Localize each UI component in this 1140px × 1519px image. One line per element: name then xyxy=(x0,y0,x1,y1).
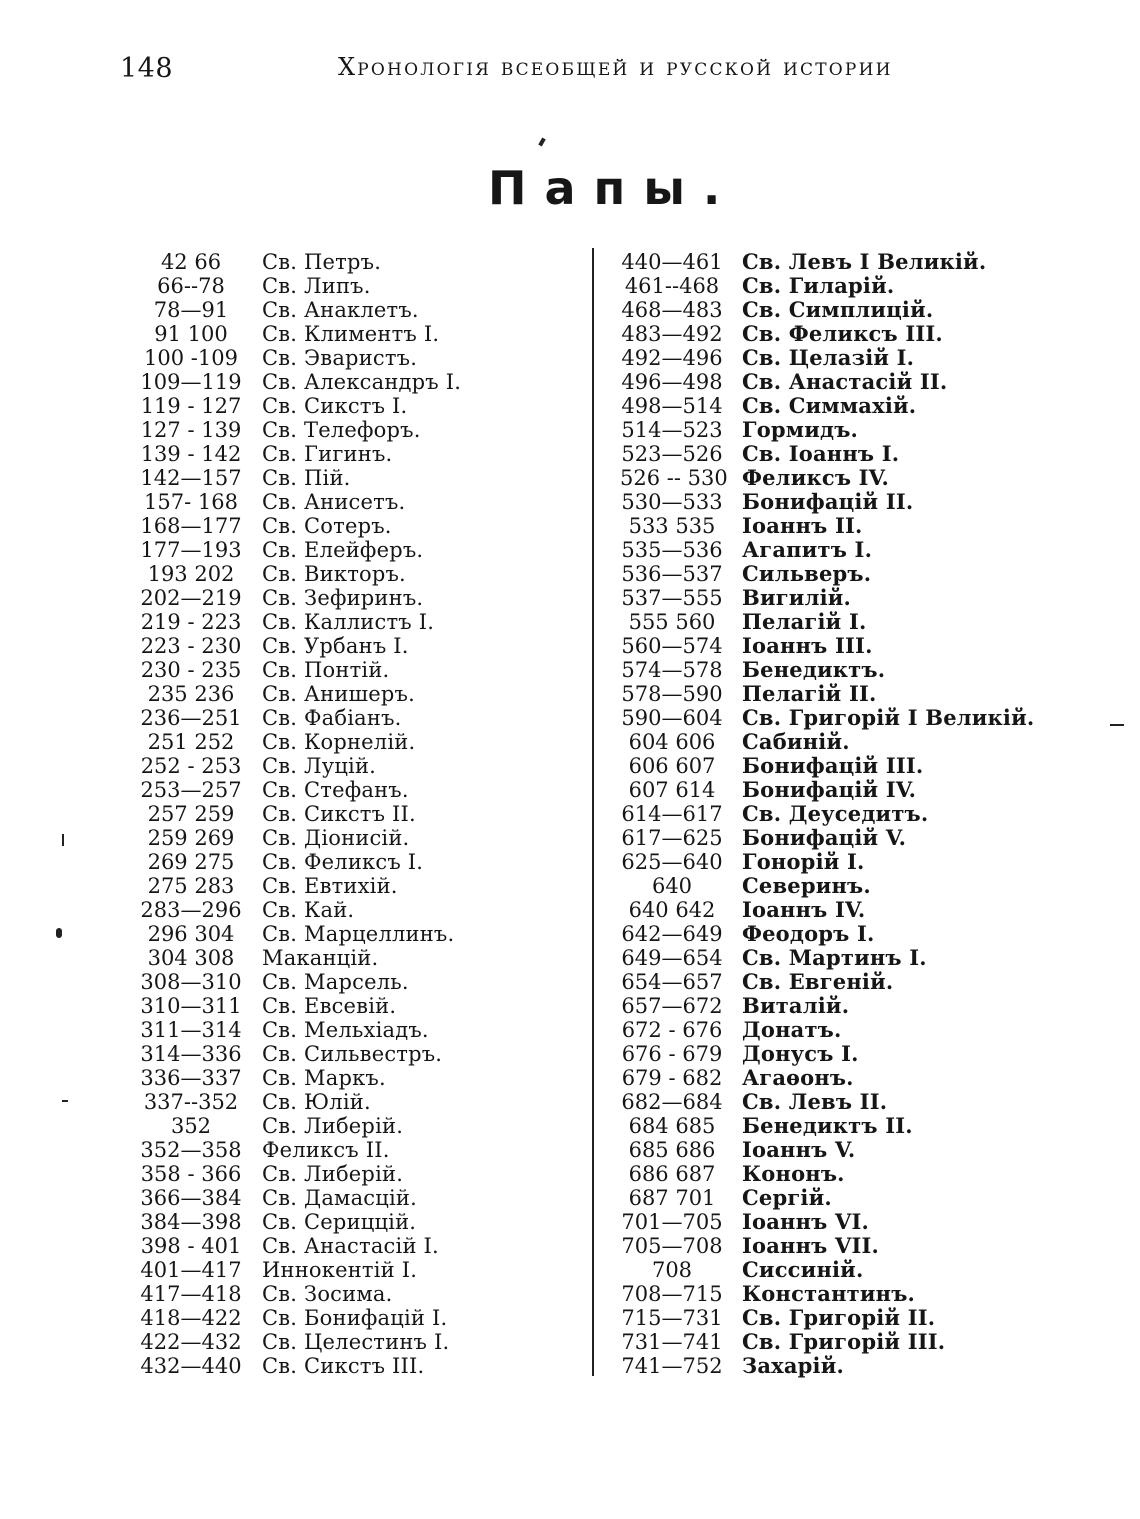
pope-entry xyxy=(620,634,1034,658)
pope-name: Бонифацій III. xyxy=(742,753,924,778)
pope-name: Св. Анастасій II. xyxy=(742,369,948,394)
reign-years: 109—119 xyxy=(140,370,242,394)
pope-name: Св. Луцій. xyxy=(262,754,377,778)
pope-entry xyxy=(138,1306,461,1330)
pope-name: Св. Марцеллинъ. xyxy=(262,922,455,946)
page-number: 148 xyxy=(120,53,174,84)
pope-entry xyxy=(620,322,1034,346)
pope-entry xyxy=(138,1042,461,1066)
reign-years: 269 275 xyxy=(147,850,235,874)
pope-entry xyxy=(138,898,461,922)
pope-name: Св. Елейферъ. xyxy=(262,538,424,562)
reign-years: 679 - 682 xyxy=(621,1066,723,1090)
pope-entry xyxy=(620,610,1034,634)
pope-name: Іоаннъ VII. xyxy=(742,1233,880,1258)
pope-name: Св. Гиларій. xyxy=(742,273,895,298)
pope-name: Св. Зефиринъ. xyxy=(262,586,424,610)
pope-name: Св. Стефанъ. xyxy=(262,778,409,802)
reign-years: 119 - 127 xyxy=(140,394,242,418)
pope-name: Пелагій II. xyxy=(742,681,877,706)
pope-entry xyxy=(138,1090,461,1114)
scan-speck xyxy=(56,928,62,938)
pope-name: Св. Целестинъ I. xyxy=(262,1330,450,1354)
pope-entry xyxy=(620,1162,1034,1186)
pope-name: Св. Деуседитъ. xyxy=(742,801,929,826)
reign-years: 253—257 xyxy=(140,778,242,802)
reign-years: 127 - 139 xyxy=(140,418,242,442)
running-title: Хронологія всеобщей и русской истории xyxy=(338,53,893,81)
pope-name: Св. Мельхіадъ. xyxy=(262,1018,429,1042)
pope-entry xyxy=(138,1018,461,1042)
pope-name: Св. Евсевій. xyxy=(262,994,397,1018)
pope-name: Св. Александръ I. xyxy=(262,370,462,394)
reign-years: 440—461 xyxy=(621,250,723,274)
reign-years: 614—617 xyxy=(621,802,723,826)
pope-name: Св. Феликсъ I. xyxy=(262,850,424,874)
reign-years: 417—418 xyxy=(140,1282,242,1306)
pope-entry xyxy=(620,970,1034,994)
pope-entry xyxy=(138,274,461,298)
reign-years: 310—311 xyxy=(140,994,242,1018)
reign-years: 496—498 xyxy=(621,370,723,394)
pope-entry xyxy=(620,1066,1034,1090)
pope-entry xyxy=(620,1282,1034,1306)
reign-years: 418—422 xyxy=(140,1306,242,1330)
pope-name: Маканцій. xyxy=(262,946,379,970)
pope-name: Агаѳонъ. xyxy=(742,1065,854,1090)
pope-entry xyxy=(138,1066,461,1090)
pope-entry xyxy=(138,322,461,346)
pope-name: Св. Анастасій I. xyxy=(262,1234,439,1258)
pope-entry xyxy=(138,490,461,514)
pope-name: Св. Телефоръ. xyxy=(262,418,421,442)
column-divider xyxy=(592,248,594,1376)
pope-name: Агапитъ I. xyxy=(742,537,873,562)
reign-years: 252 - 253 xyxy=(140,754,242,778)
reign-years: 604 606 xyxy=(628,730,716,754)
reign-years: 235 236 xyxy=(147,682,235,706)
pope-name: Северинъ. xyxy=(742,873,871,898)
reign-years: 672 - 676 xyxy=(621,1018,723,1042)
pope-entry xyxy=(138,1354,461,1378)
pope-name: Св. Симмахій. xyxy=(742,393,917,418)
pope-entry xyxy=(620,490,1034,514)
pope-entry xyxy=(138,706,461,730)
reign-years: 657—672 xyxy=(621,994,723,1018)
pope-entry xyxy=(620,946,1034,970)
pope-entry xyxy=(620,1186,1034,1210)
pope-name: Сабиній. xyxy=(742,729,850,754)
pope-name: Вигилій. xyxy=(742,585,852,610)
pope-entry xyxy=(620,802,1034,826)
pope-name: Св. Викторъ. xyxy=(262,562,406,586)
reign-years: 708—715 xyxy=(621,1282,723,1306)
pope-name: Св. Пій. xyxy=(262,466,351,490)
reign-years: 560—574 xyxy=(621,634,723,658)
pope-name: Сергій. xyxy=(742,1185,832,1210)
pope-name: Бонифацій II. xyxy=(742,489,914,514)
pope-entry xyxy=(138,1282,461,1306)
reign-years: 642—649 xyxy=(621,922,723,946)
reign-years: 223 - 230 xyxy=(140,634,242,658)
pope-name: Іоаннъ V. xyxy=(742,1137,856,1162)
reign-years: 590—604 xyxy=(621,706,723,730)
pope-entry xyxy=(620,1018,1034,1042)
reign-years: 574—578 xyxy=(621,658,723,682)
reign-years: 701—705 xyxy=(621,1210,723,1234)
pope-entry xyxy=(138,1162,461,1186)
pope-name: Св. Фабіанъ. xyxy=(262,706,402,730)
reign-years: 523—526 xyxy=(621,442,723,466)
pope-name: Св. Симплицій. xyxy=(742,297,934,322)
pope-entry xyxy=(620,658,1034,682)
reign-years: 625—640 xyxy=(621,850,723,874)
pope-entry xyxy=(138,1114,461,1138)
reign-years: 498—514 xyxy=(621,394,723,418)
reign-years: 401—417 xyxy=(140,1258,242,1282)
reign-years: 336—337 xyxy=(140,1066,242,1090)
pope-entry xyxy=(620,874,1034,898)
section-title: Папы. xyxy=(488,161,739,215)
reign-years: 654—657 xyxy=(621,970,723,994)
pope-entry xyxy=(138,442,461,466)
pope-entry xyxy=(620,298,1034,322)
reign-years: 649—654 xyxy=(621,946,723,970)
pope-name: Св. Сериццій. xyxy=(262,1210,417,1234)
reign-years: 617—625 xyxy=(621,826,723,850)
pope-entry xyxy=(138,298,461,322)
pope-name: Св. Климентъ I. xyxy=(262,322,440,346)
pope-name: Гормидъ. xyxy=(742,417,859,442)
pope-name: Св. Корнелій. xyxy=(262,730,416,754)
pope-entry xyxy=(620,442,1034,466)
pope-name: Св. Дамасцій. xyxy=(262,1186,417,1210)
right-column-list xyxy=(620,250,1034,1378)
scan-speck xyxy=(538,138,545,147)
pope-name: Св. Юлій. xyxy=(262,1090,371,1114)
reign-years: 468—483 xyxy=(621,298,723,322)
reign-years: 687 701 xyxy=(628,1186,716,1210)
pope-name: Бенедиктъ. xyxy=(742,657,886,682)
pope-entry xyxy=(620,418,1034,442)
reign-years: 640 xyxy=(651,874,693,898)
reign-years: 705—708 xyxy=(621,1234,723,1258)
reign-years: 177—193 xyxy=(140,538,242,562)
reign-years: 536—537 xyxy=(621,562,723,586)
pope-name: Св. Іоаннъ I. xyxy=(742,441,900,466)
pope-entry xyxy=(138,1138,461,1162)
reign-years: 684 685 xyxy=(628,1114,716,1138)
pope-name: Св. Кай. xyxy=(262,898,355,922)
reign-years: 483—492 xyxy=(621,322,723,346)
pope-entry xyxy=(620,1330,1034,1354)
pope-name: Іоаннъ VI. xyxy=(742,1209,870,1234)
pope-name: Св. Эваристъ. xyxy=(262,346,418,370)
pope-name: Захарій. xyxy=(742,1353,845,1378)
pope-name: Св. Сикстъ III. xyxy=(262,1354,425,1378)
scan-speck xyxy=(62,834,64,846)
reign-years: 731—741 xyxy=(621,1330,723,1354)
reign-years: 640 642 xyxy=(628,898,716,922)
reign-years: 352 xyxy=(170,1114,212,1138)
reign-years: 42 66 xyxy=(160,250,222,274)
reign-years: 236—251 xyxy=(140,706,242,730)
reign-years: 741—752 xyxy=(621,1354,723,1378)
reign-years: 686 687 xyxy=(628,1162,716,1186)
pope-entry xyxy=(138,1234,461,1258)
pope-name: Феодоръ I. xyxy=(742,921,875,946)
reign-years: 432—440 xyxy=(140,1354,242,1378)
pope-name: Іоаннъ III. xyxy=(742,633,873,658)
reign-years: 384—398 xyxy=(140,1210,242,1234)
pope-entry xyxy=(620,1042,1034,1066)
pope-entry xyxy=(620,778,1034,802)
reign-years: 358 - 366 xyxy=(140,1162,242,1186)
reign-years: 682—684 xyxy=(621,1090,723,1114)
pope-entry xyxy=(138,538,461,562)
pope-entry xyxy=(620,586,1034,610)
pope-entry xyxy=(620,706,1034,730)
pope-entry xyxy=(620,682,1034,706)
pope-entry xyxy=(620,730,1034,754)
pope-entry xyxy=(138,418,461,442)
reign-years: 193 202 xyxy=(147,562,235,586)
pope-entry xyxy=(138,1258,461,1282)
pope-entry xyxy=(138,514,461,538)
pope-name: Св. Анишеръ. xyxy=(262,682,415,706)
reign-years: 337--352 xyxy=(143,1090,239,1114)
reign-years: 78—91 xyxy=(153,298,229,322)
scan-speck xyxy=(1110,724,1124,726)
pope-name: Бонифацій V. xyxy=(742,825,907,850)
reign-years: 91 100 xyxy=(154,322,228,346)
reign-years: 308—310 xyxy=(140,970,242,994)
reign-years: 676 - 679 xyxy=(621,1042,723,1066)
reign-years: 139 - 142 xyxy=(140,442,242,466)
pope-entry xyxy=(620,466,1034,490)
pope-entry xyxy=(620,898,1034,922)
pope-name: Св. Липъ. xyxy=(262,274,371,298)
reign-years: 257 259 xyxy=(147,802,235,826)
reign-years: 251 252 xyxy=(147,730,235,754)
pope-name: Св. Евтихій. xyxy=(262,874,398,898)
pope-name: Св. Сильвестръ. xyxy=(262,1042,443,1066)
pope-name: Св. Урбанъ I. xyxy=(262,634,409,658)
reign-years: 514—523 xyxy=(621,418,723,442)
reign-years: 606 607 xyxy=(628,754,716,778)
pope-entry xyxy=(620,1210,1034,1234)
reign-years: 311—314 xyxy=(140,1018,242,1042)
pope-name: Бенедиктъ II. xyxy=(742,1113,913,1138)
reign-years: 526 -- 530 xyxy=(620,466,728,490)
reign-years: 422—432 xyxy=(140,1330,242,1354)
pope-entry xyxy=(138,370,461,394)
pope-entry xyxy=(138,922,461,946)
pope-entry xyxy=(138,466,461,490)
reign-years: 461--468 xyxy=(624,274,720,298)
pope-entry xyxy=(138,946,461,970)
pope-name: Феликсъ II. xyxy=(262,1138,390,1162)
pope-entry xyxy=(138,1330,461,1354)
pope-entry xyxy=(138,754,461,778)
pope-name: Св. Евгеній. xyxy=(742,969,894,994)
reign-years: 202—219 xyxy=(140,586,242,610)
pope-entry xyxy=(620,370,1034,394)
pope-entry xyxy=(138,394,461,418)
pope-entry xyxy=(620,538,1034,562)
pope-name: Св. Григорій II. xyxy=(742,1305,936,1330)
pope-entry xyxy=(138,850,461,874)
pope-entry xyxy=(620,562,1034,586)
reign-years: 708 xyxy=(651,1258,693,1282)
pope-name: Пелагій I. xyxy=(742,609,867,634)
pope-name: Константинъ. xyxy=(742,1281,916,1306)
pope-entry xyxy=(138,562,461,586)
pope-name: Св. Анаклетъ. xyxy=(262,298,419,322)
pope-name: Св. Целазій I. xyxy=(742,345,915,370)
pope-entry xyxy=(138,802,461,826)
pope-name: Св. Феликсъ III. xyxy=(742,321,943,346)
pope-name: Иннокентій I. xyxy=(262,1258,418,1282)
reign-years: 219 - 223 xyxy=(140,610,242,634)
reign-years: 607 614 xyxy=(628,778,716,802)
pope-name: Св. Сикстъ I. xyxy=(262,394,408,418)
reign-years: 535—536 xyxy=(621,538,723,562)
pope-name: Св. Либерій. xyxy=(262,1162,404,1186)
pope-name: Св. Либерій. xyxy=(262,1114,404,1138)
pope-name: Іоаннъ IV. xyxy=(742,897,866,922)
reign-years: 100 -109 xyxy=(144,346,238,370)
pope-name: Св. Петръ. xyxy=(262,250,382,274)
pope-entry xyxy=(138,682,461,706)
reign-years: 352—358 xyxy=(140,1138,242,1162)
reign-years: 530—533 xyxy=(621,490,723,514)
reign-years: 398 - 401 xyxy=(140,1234,242,1258)
pope-name: Св. Каллистъ I. xyxy=(262,610,435,634)
pope-name: Св. Левъ I Великій. xyxy=(742,249,987,274)
pope-name: Сильверъ. xyxy=(742,561,872,586)
pope-entry xyxy=(138,826,461,850)
pope-name: Св. Сотеръ. xyxy=(262,514,392,538)
reign-years: 555 560 xyxy=(628,610,716,634)
pope-name: Св. Понтій. xyxy=(262,658,390,682)
pope-entry xyxy=(138,994,461,1018)
pope-entry xyxy=(138,970,461,994)
pope-entry xyxy=(138,586,461,610)
reign-years: 168—177 xyxy=(140,514,242,538)
pope-entry xyxy=(620,994,1034,1018)
pope-entry xyxy=(138,778,461,802)
pope-name: Св. Григорій III. xyxy=(742,1329,946,1354)
pope-entry xyxy=(138,346,461,370)
reign-years: 314—336 xyxy=(140,1042,242,1066)
pope-entry xyxy=(620,922,1034,946)
reign-years: 157- 168 xyxy=(144,490,238,514)
pope-entry xyxy=(620,250,1034,274)
scan-speck xyxy=(62,1100,68,1102)
pope-name: Сиссиній. xyxy=(742,1257,864,1282)
pope-name: Св. Сикстъ II. xyxy=(262,802,416,826)
pope-name: Св. Анисетъ. xyxy=(262,490,406,514)
pope-entry xyxy=(620,1138,1034,1162)
pope-name: Св. Григорій I Великій. xyxy=(742,705,1035,730)
left-column-list xyxy=(138,250,461,1378)
reign-years: 142—157 xyxy=(140,466,242,490)
pope-name: Донусъ I. xyxy=(742,1041,859,1066)
pope-name: Св. Левъ II. xyxy=(742,1089,888,1114)
reign-years: 230 - 235 xyxy=(140,658,242,682)
pope-entry xyxy=(620,826,1034,850)
pope-entry xyxy=(138,658,461,682)
pope-entry xyxy=(620,1090,1034,1114)
pope-entry xyxy=(620,394,1034,418)
pope-entry xyxy=(620,1354,1034,1378)
pope-name: Бонифацій IV. xyxy=(742,777,917,802)
pope-entry xyxy=(620,274,1034,298)
pope-name: Св. Марсель. xyxy=(262,970,409,994)
pope-entry xyxy=(138,1210,461,1234)
pope-name: Св. Мартинъ I. xyxy=(742,945,927,970)
pope-name: Св. Діонисій. xyxy=(262,826,410,850)
reign-years: 296 304 xyxy=(147,922,235,946)
reign-years: 304 308 xyxy=(147,946,235,970)
reign-years: 275 283 xyxy=(147,874,235,898)
pope-entry xyxy=(138,1186,461,1210)
pope-entry xyxy=(138,610,461,634)
reign-years: 715—731 xyxy=(621,1306,723,1330)
reign-years: 537—555 xyxy=(621,586,723,610)
reign-years: 259 269 xyxy=(147,826,235,850)
pope-entry xyxy=(620,1306,1034,1330)
reign-years: 578—590 xyxy=(621,682,723,706)
pope-entry xyxy=(138,730,461,754)
reign-years: 533 535 xyxy=(628,514,716,538)
reign-years: 492—496 xyxy=(621,346,723,370)
pope-entry xyxy=(138,874,461,898)
pope-name: Донатъ. xyxy=(742,1017,842,1042)
pope-name: Кононъ. xyxy=(742,1161,845,1186)
pope-name: Феликсъ IV. xyxy=(742,465,889,490)
reign-years: 366—384 xyxy=(140,1186,242,1210)
pope-name: Св. Зосима. xyxy=(262,1282,393,1306)
pope-entry xyxy=(620,346,1034,370)
pope-name: Св. Бонифацій I. xyxy=(262,1306,448,1330)
pope-entry xyxy=(620,850,1034,874)
pope-entry xyxy=(620,754,1034,778)
pope-entry xyxy=(138,634,461,658)
pope-name: Св. Маркъ. xyxy=(262,1066,386,1090)
pope-name: Гонорій I. xyxy=(742,849,865,874)
pope-entry xyxy=(620,1258,1034,1282)
pope-entry xyxy=(620,1234,1034,1258)
pope-entry xyxy=(138,250,461,274)
pope-name: Св. Гигинъ. xyxy=(262,442,393,466)
reign-years: 283—296 xyxy=(140,898,242,922)
pope-entry xyxy=(620,1114,1034,1138)
reign-years: 685 686 xyxy=(628,1138,716,1162)
pope-name: Виталій. xyxy=(742,993,850,1018)
pope-name: Іоаннъ II. xyxy=(742,513,863,538)
pope-entry xyxy=(620,514,1034,538)
reign-years: 66--78 xyxy=(157,274,225,298)
